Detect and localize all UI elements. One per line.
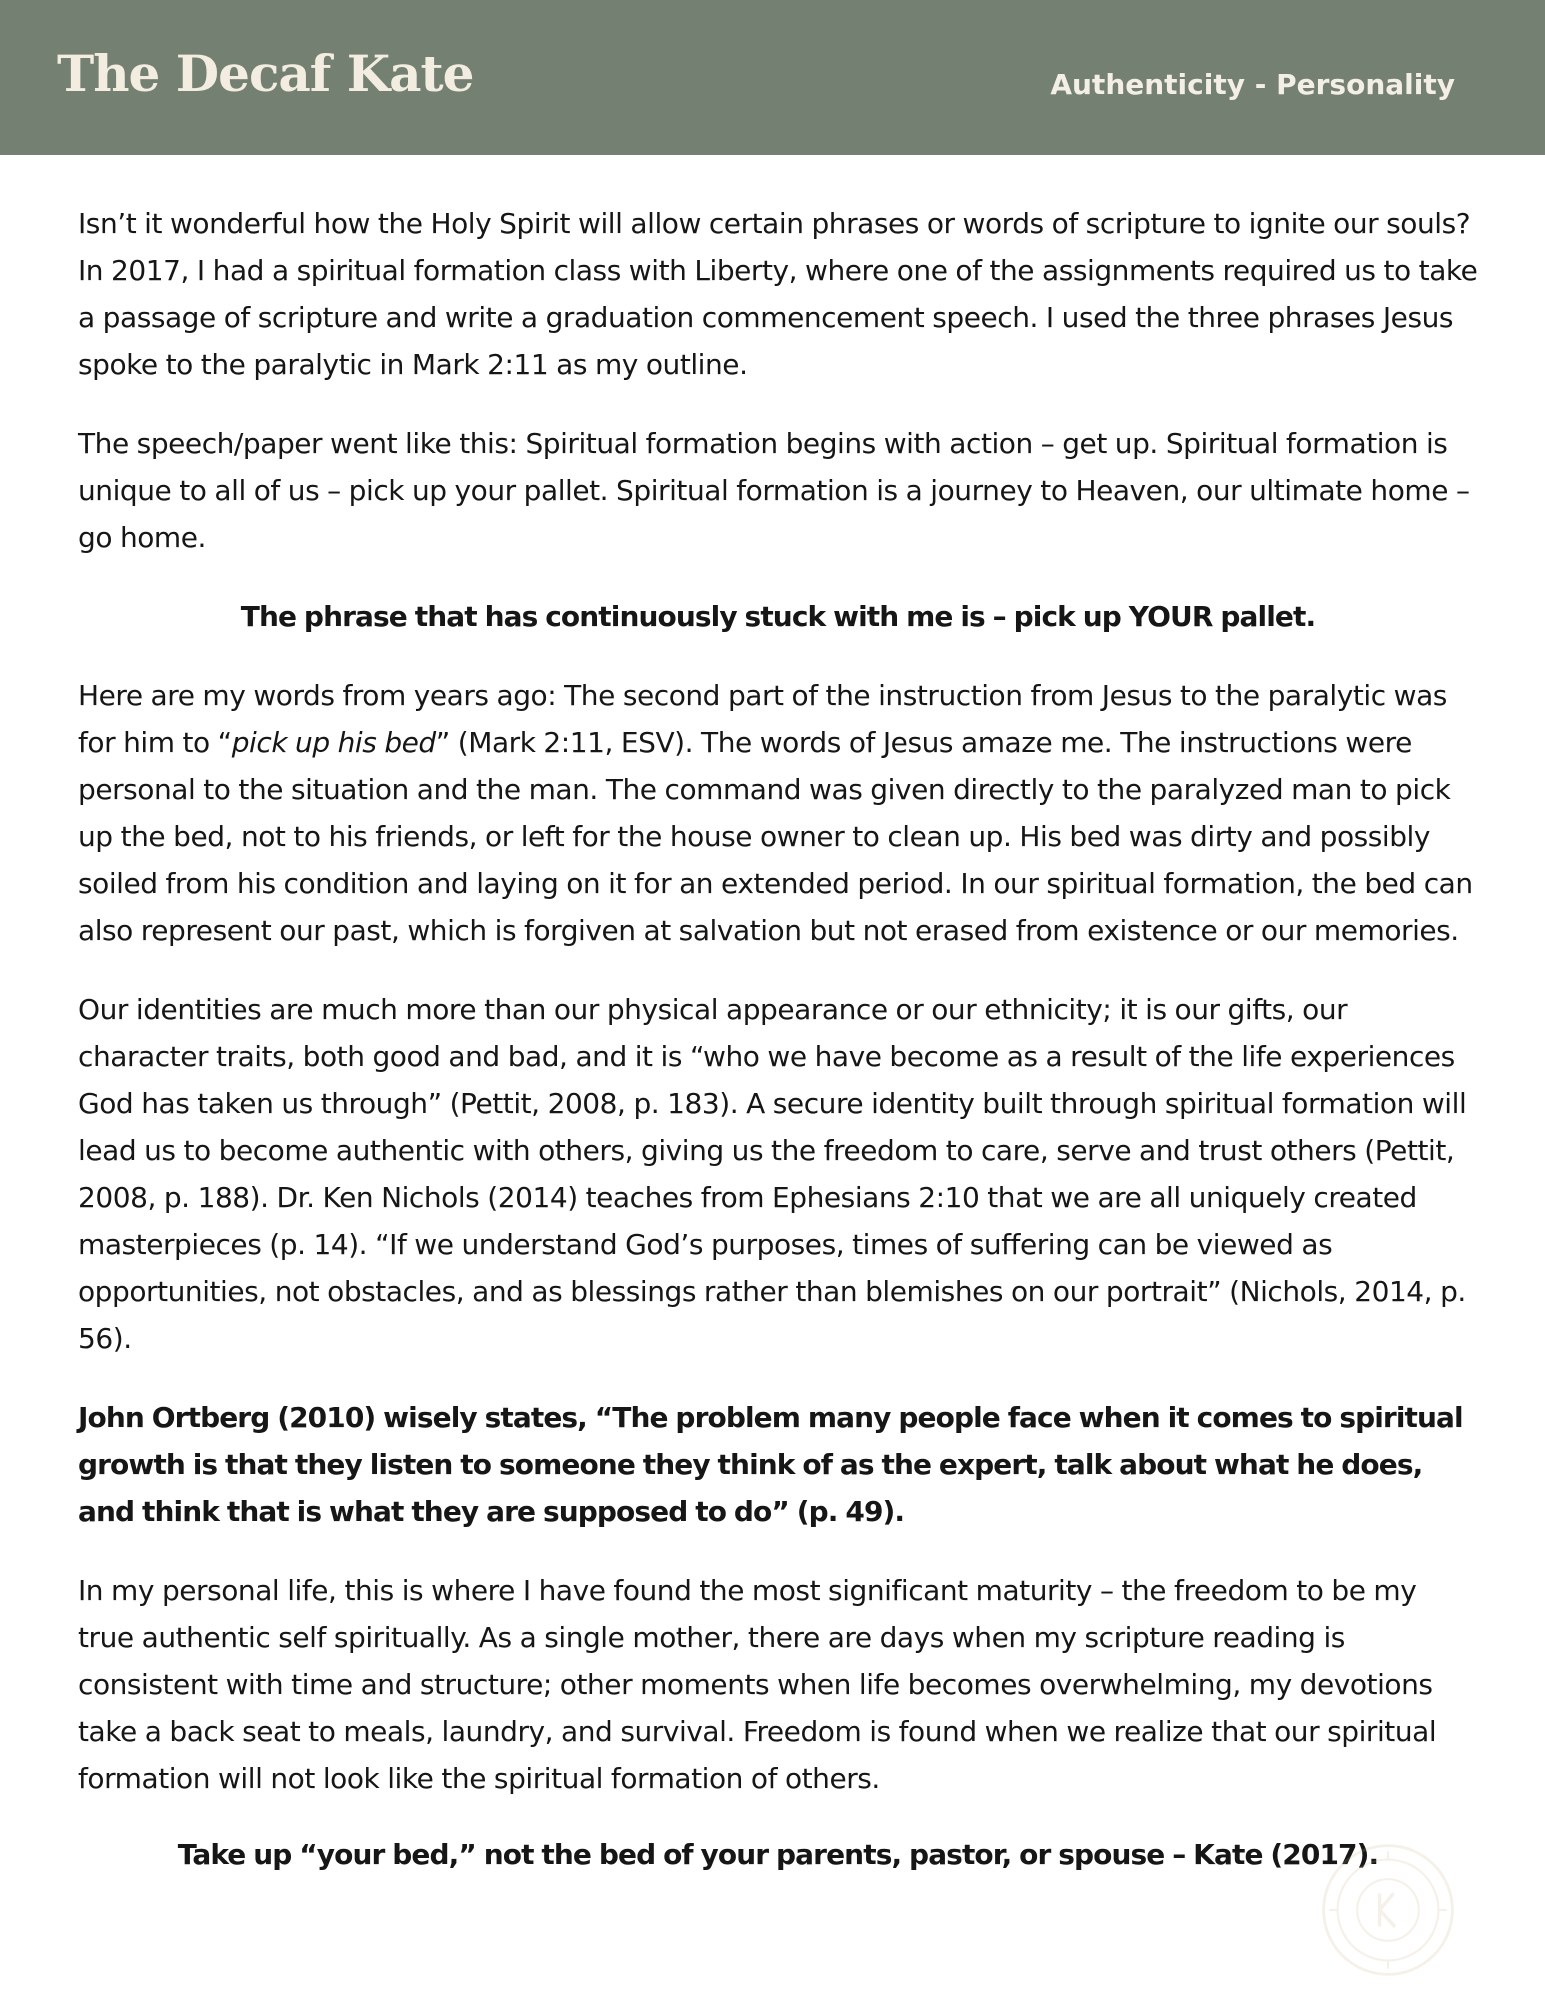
highlight-quote: The phrase that has continuously stuck with me is – pick up YOUR pallet. — [240, 600, 1316, 633]
site-title[interactable]: The Decaf Kate — [57, 44, 474, 103]
paragraph-past-words-intro: Here are my words from years ago: The second part of the instruction from Jesus to the paralytic was for him to “ — [78, 679, 1447, 759]
kb-seal-watermark-icon — [1318, 1840, 1458, 1980]
paragraph-speech-summary: The speech/paper went like this: Spiritual formation begins with action – get up. Spiritual formation is unique to all of us – pick up your pallet. Spiritual formation is a journey to Heaven, our ultimate home – go home. — [78, 427, 1470, 554]
paragraph-past-words-rest: ” (Mark 2:11, ESV). The words of Jesus amaze me. The instructions were personal to the situation and the man. The command was given directly to the paralyzed man to pick up the bed, not to his friends, or left for the house owner to clean up. His bed was dirty and possibly soiled from his condition and laying on it for an extended period. In our spiritual formation, the bed can also represent our past, which is forgiven at salvation but not erased from existence or our memories. — [78, 726, 1473, 947]
paragraph-intro: Isn’t it wonderful how the Holy Spirit will allow certain phrases or words of scripture to ignite our souls? In 2017, I had a spiritual formation class with Liberty, where one of the assignments required us to take a passage of scripture and write a graduation commencement speech. I used the three phrases Jesus spoke to the paralytic in Mark 2:11 as my outline. — [78, 207, 1478, 381]
scripture-quote: pick up his bed — [231, 726, 436, 759]
page-header — [0, 0, 1545, 155]
category-label: Authenticity - Personality — [1050, 68, 1455, 101]
closing-statement: Take up “your bed,” not the bed of your parents, pastor, or spouse – Kate (2017). — [177, 1838, 1379, 1871]
paragraph-personal-life: In my personal life, this is where I have found the most significant maturity – the freedom to be my true authentic self spiritually. As a single mother, there are days when my scripture reading is consistent with time and structure; other moments when life becomes overwhelming, my devotions take a back seat to meals, laundry, and survival. Freedom is found when we realize that our spiritual formation will not look like the spiritual formation of others. — [78, 1574, 1437, 1795]
ortberg-quote: John Ortberg (2010) wisely states, “The problem many people face when it comes to spiritual growth is that they listen to someone they think of as the expert, talk about what he does, and think that is what they are supposed to do” (p. 49). — [78, 1401, 1463, 1528]
paragraph-identity: Our identities are much more than our physical appearance or our ethnicity; it is our gifts, our character traits, both good and bad, and it is “who we have become as a result of the life experiences God has taken us through” (Pettit, 2008, p. 183). A secure identity built through spiritual formation will lead us to become authentic with others, giving us the freedom to care, serve and trust others (Pettit, 2008, p. 188). Dr. Ken Nichols (2014) teaches from Ephesians 2:10 that we are all uniquely created masterpieces (p. 14). “If we understand God’s purposes, times of suffering can be viewed as opportunities, not obstacles, and as blessings rather than blemishes on our portrait” (Nichols, 2014, p. 56). — [78, 993, 1467, 1355]
paragraph-past-words — [78, 672, 1478, 954]
article-body — [78, 200, 1478, 1910]
